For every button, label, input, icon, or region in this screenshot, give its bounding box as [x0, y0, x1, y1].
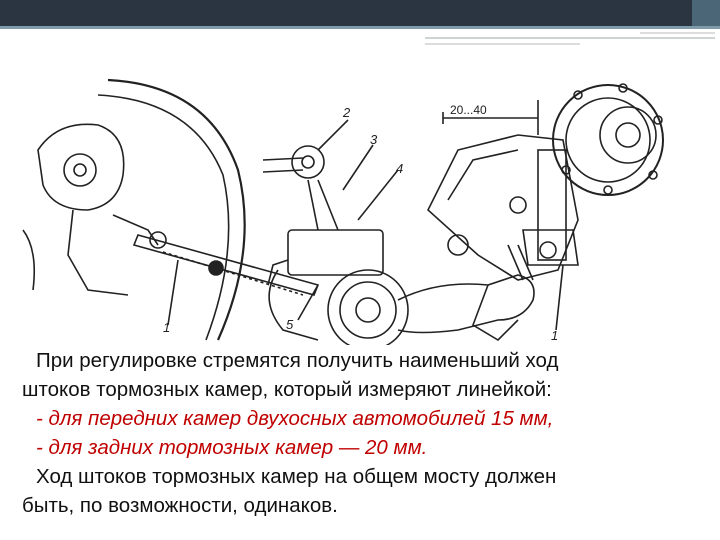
bullet-front-chambers: - для передних камер двухосных автомобилей 15 мм,: [36, 407, 554, 430]
slide-header-rule: [0, 26, 720, 29]
body-line-4: быть, по возможности, одинаков.: [22, 494, 338, 517]
bullet-rear-chambers: - для задних тормозных камер — 20 мм.: [36, 436, 428, 459]
brake-adjustment-drawing: [18, 40, 708, 345]
label-5: 5: [286, 317, 294, 332]
body-line-3: Ход штоков тормозных камер на общем мосту должен: [36, 465, 557, 488]
slide-header-accent: [692, 0, 720, 26]
label-1-right: 1: [551, 328, 559, 343]
body-line-1: При регулировке стремятся получить наименьший ход: [36, 349, 559, 372]
body-line-2: штоков тормозных камер, который измеряют линейкой:: [22, 378, 552, 401]
label-4: 4: [396, 161, 404, 176]
label-range: 20...40: [450, 103, 487, 117]
label-2: 2: [343, 105, 351, 120]
slide-body-text: [22, 346, 702, 520]
label-1-left: 1: [163, 320, 171, 335]
label-3: 3: [370, 132, 378, 147]
slide-header-bar: [0, 0, 720, 26]
